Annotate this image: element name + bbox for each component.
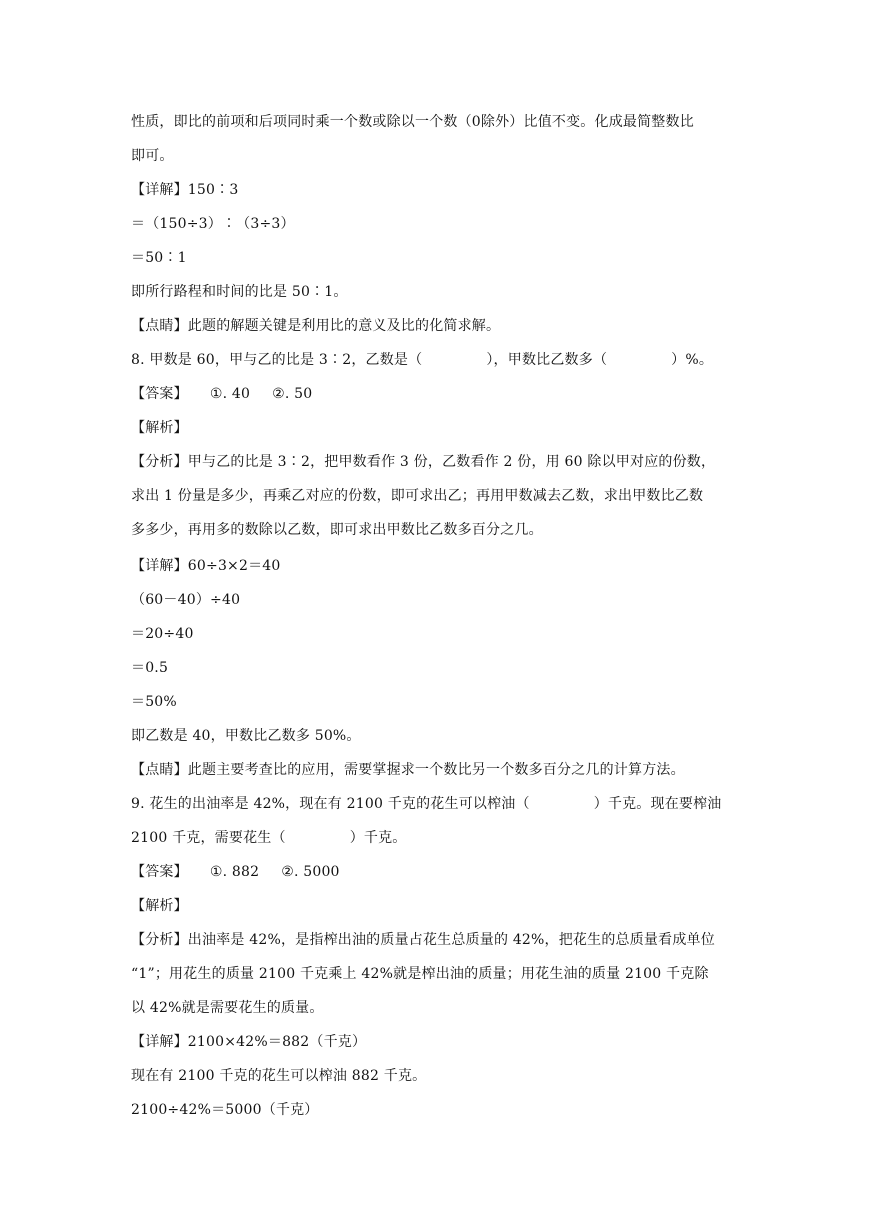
analysis-line: 以 42%就是需要花生的质量。 [131, 1000, 324, 1016]
text-line: 即可。 [131, 148, 174, 164]
jiexi-label: 【解析】 [131, 420, 188, 436]
comment-line: 【点睛】此题主要考查比的应用，需要掌握求一个数比另一个数多百分之几的计算方法。 [131, 762, 685, 778]
question-9-line-2 [131, 828, 741, 848]
analysis-line: “1”；用花生的质量 2100 千克乘上 42%就是榨出油的质量；用花生油的质量 2100 千克除 [131, 966, 709, 982]
solution-line: ＝20÷40 [131, 626, 194, 642]
question-8 [131, 350, 741, 370]
text-line: 即所行路程和时间的比是 50∶1。 [131, 284, 348, 300]
question-9-part-a: 9. 花生的出油率是 42%，现在有 2100 千克的花生可以榨油（ [131, 796, 530, 812]
analysis-line: 【分析】出油率是 42%，是指榨出油的质量占花生总质量的 42%，把花生的总质量看成单位 [131, 932, 715, 948]
solution-line: （60－40）÷40 [131, 592, 241, 608]
answer-2: ②. 5000 [281, 864, 340, 880]
text-line: 【详解】150∶3 [131, 182, 239, 198]
solution-line: 【详解】60÷3×2＝40 [131, 558, 281, 574]
question-9-part-d: ）千克。 [349, 830, 407, 846]
jiexi-label: 【解析】 [131, 898, 188, 914]
question-8-part-a: 8. 甲数是 60，甲与乙的比是 3∶2，乙数是（ [131, 352, 423, 368]
question-8-part-c: ）%。 [671, 352, 714, 368]
solution-line: ＝50% [131, 694, 177, 710]
answer-label: 【答案】 [131, 864, 188, 880]
text-line: ＝（150÷3）∶（3÷3） [131, 216, 295, 232]
solution-line: 【详解】2100×42%＝882（千克） [131, 1034, 367, 1050]
question-9-line-1 [131, 794, 741, 814]
answer-label: 【答案】 [131, 386, 188, 402]
solution-line: 现在有 2100 千克的花生可以榨油 882 千克。 [131, 1068, 427, 1084]
answer-line [131, 384, 741, 404]
solution-line: 即乙数是 40，甲数比乙数多 50%。 [131, 728, 361, 744]
answer-2: ②. 50 [272, 386, 313, 402]
analysis-line: 【分析】甲与乙的比是 3∶2，把甲数看作 3 份，乙数看作 2 份，用 60 除以甲对应的份数， [131, 454, 716, 470]
analysis-line: 求出 1 份量是多少，再乘乙对应的份数，即可求出乙；再用甲数减去乙数，求出甲数比乙数 [131, 488, 704, 504]
question-9-part-b: ）千克。现在要榨油 [593, 796, 722, 812]
solution-line: 2100÷42%＝5000（千克） [131, 1102, 319, 1118]
answer-line [131, 862, 741, 882]
text-line: ＝50∶1 [131, 250, 187, 266]
analysis-line: 多多少，再用多的数除以乙数，即可求出甲数比乙数多百分之几。 [131, 522, 543, 538]
text-line: 【点睛】此题的解题关键是利用比的意义及比的化简求解。 [131, 318, 501, 334]
answer-1: ①. 40 [209, 386, 251, 402]
solution-line: ＝0.5 [131, 660, 169, 676]
question-8-part-b: ），甲数比乙数多（ [486, 352, 608, 368]
answer-1: ①. 882 [209, 864, 260, 880]
question-9-part-c: 2100 千克，需要花生（ [131, 830, 286, 846]
text-line: 性质，即比的前项和后项同时乘一个数或除以一个数（0除外）比值不变。化成最简整数比 [131, 114, 694, 130]
